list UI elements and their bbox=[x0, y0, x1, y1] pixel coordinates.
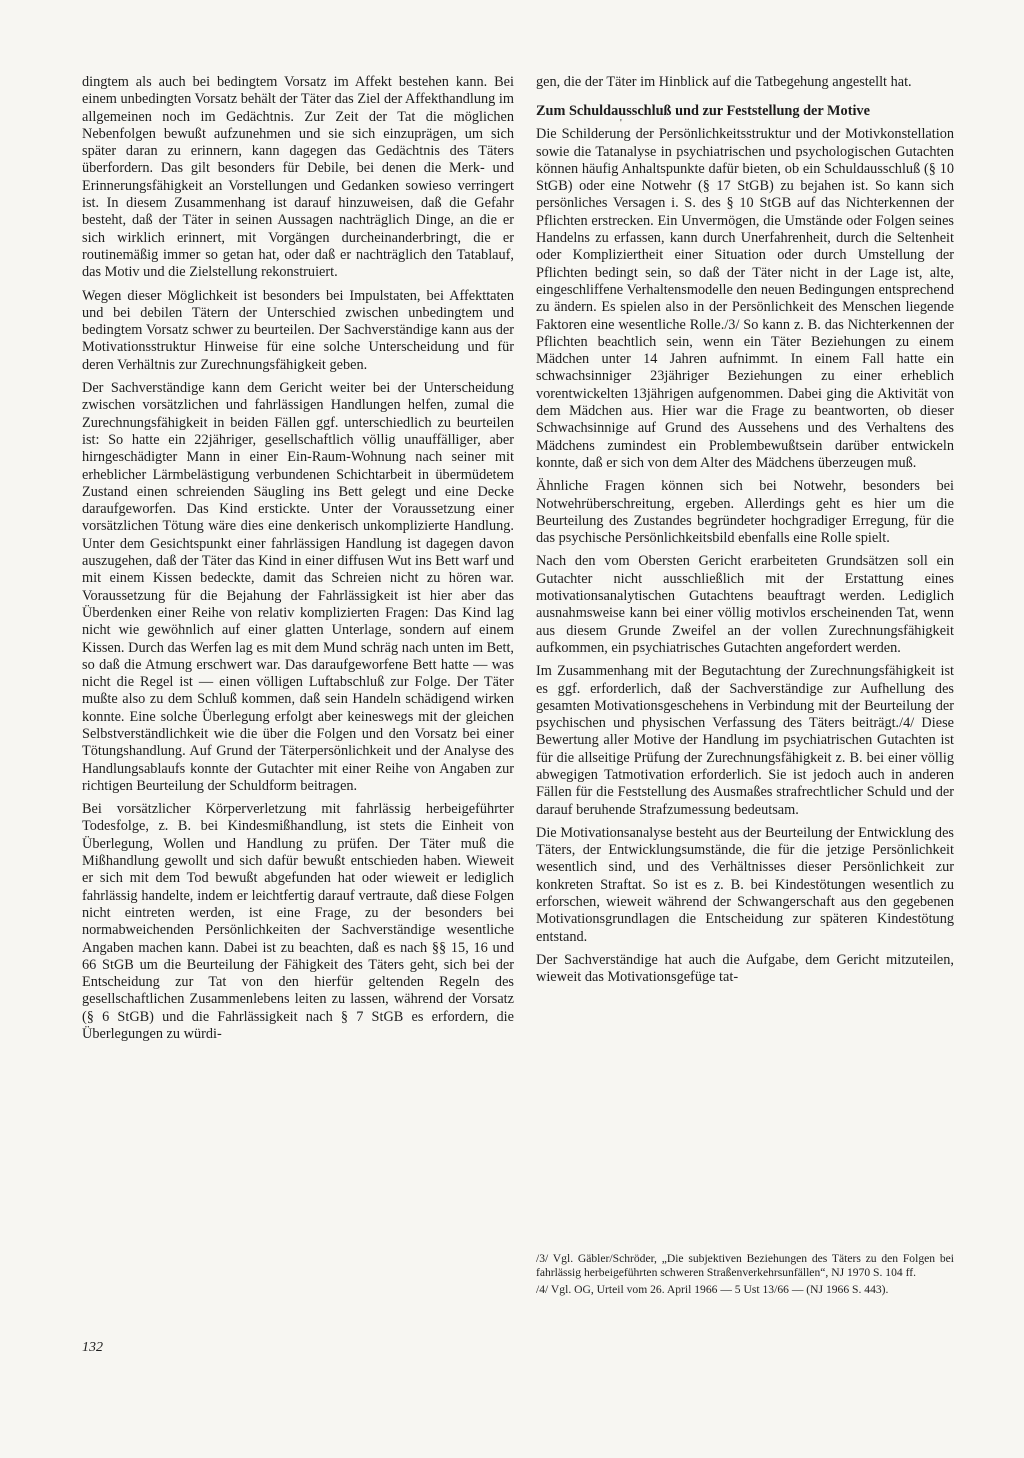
paragraph: Im Zusammenhang mit der Begutachtung der Zurechnungsfähigkeit ist es ggf. erforderlich, daß der Sachverständige zur Aufhellung des gesamten Motivationsgeschehens in Verbindung mit der Beurteilung der psychischen und physischen Verfassung des Täters beiträgt./4/ Diese Bewertung aller Motive der Handlung im psychiatrischen Gutachten ist für die allseitige Prüfung der Zurechnungsfähigkeit z. B. bei einer völlig abwegigen Tatmotivation erforderlich. Sie ist jedoch auch in anderen Fällen für die Feststellung des Ausmaßes strafrechtlicher Schuld und der darauf beruhende Strafzumessung bedeutsam. bbox=[536, 663, 954, 818]
paragraph: Der Sachverständige hat auch die Aufgabe, dem Gericht mitzuteilen, wieweit das Motivationsgefüge tat- bbox=[536, 951, 954, 986]
paragraph: Ähnliche Fragen können sich bei Notwehr, besonders bei Notwehrüberschreitung, ergeben. Allerdings geht es hier um die Beurteilung des Zustandes begründeter hochgradiger Erregung, für die das psychische Persönlichkeitsbild ebenfalls eine Rolle spielt. bbox=[536, 478, 954, 547]
left-column bbox=[82, 74, 514, 1049]
page-number: 132 bbox=[82, 1340, 103, 1355]
footnotes bbox=[536, 1252, 954, 1301]
paragraph: dingtem als auch bei bedingtem Vorsatz im Affekt bestehen kann. Bei einem unbedingten Vorsatz behält der Täter das Ziel der Affekthandlung im allgemeinen noch im Gedächtnis. Zur Zeit der Tat die möglichen Nebenfolgen bewußt aufzunehmen und sie sich einzuprägen, um sich später daran zu erinnern, kann dagegen das Gedächtnis des Täters überfordern. Das gilt besonders für Debile, bei denen die Merk- und Erinnerungsfähigkeit an Vorstellungen und Gedanken sowieso verringert ist. In diesem Zusammenhang ist darauf hinzuweisen, daß die Gefahr besteht, daß der Täter in seinen Aussagen nachträglich Dinge, an die er sich wirklich erinnert, mit Vorgängen durcheinanderbringt, die er routinemäßig immer so getan hat, oder daß er nachträglich den Tatablauf, das Motiv und die Zielstellung rekonstruiert. bbox=[82, 74, 514, 281]
right-column bbox=[536, 74, 954, 993]
footnote: /4/ Vgl. OG, Urteil vom 26. April 1966 — 5 Ust 13/66 — (NJ 1966 S. 443). bbox=[536, 1283, 889, 1297]
footnote: /3/ Vgl. Gäbler/Schröder, „Die subjektiven Beziehungen des Täters zu den Folgen bei fahrlässig herbeigeführten schweren Straßenverkehrsunfällen“, NJ 1970 S. 104 ff. bbox=[536, 1252, 954, 1279]
paragraph: Die Schilderung der Persönlichkeitsstruktur und der Motivkonstellation sowie die Tatanalyse in psychiatrischen und psychologischen Gutachten können häufig Anhaltspunkte dafür bieten, ob ein Schuldausschluß (§ 10 StGB) oder eine Notwehr (§ 17 StGB) zu bejahen ist. So kann sich persönliches Versagen i. S. des § 10 StGB auf das Nichterkennen der Pflichten erstrecken. Ein Unvermögen, die Umstände oder Folgen seines Handelns zu erfassen, kann durch Unerfahrenheit, durch die Seltenheit oder Kompliziertheit einer Situation oder durch Umstellung der Pflichten bedingt sein, so daß der Täter nicht in der Lage ist, alte, eingeschliffene Verhaltensmodelle den neuen Bedingungen entsprechend zu ändern. Es spielen also in der Persönlichkeit des Menschen liegende Faktoren eine wesentliche Rolle./3/ So kann z. B. das Nichterkennen der Pflichten beachtlich sein, wenn ein Täter Beziehungen zu einem Mädchen unter 14 Jahren aufnimmt. In einem Fall hatte ein schwachsinniger 23jähriger Beziehungen zu einer erheblich vorentwickelten 13jährigen aufgenommen. Dabei ging die Aktivität von dem Mädchen aus. Hier war die Frage zu beantworten, ob dieser Schwachsinnige auf Grund des Aussehens und des Verhaltens des Mädchens zumindest ein Problembewußtsein darüber entwickeln konnte, daß er sich von dem Alter des Mädchens überzeugen muß. bbox=[536, 126, 954, 471]
paragraph: Der Sachverständige kann dem Gericht weiter bei der Unterscheidung zwischen vorsätzlichen und fahrlässigen Handlungen helfen, zumal die Zurechnungsfähigkeit in beiden Fällen ggf. unterschiedlich zu beurteilen ist: So hatte ein 22jähriger, gesellschaftlich völlig unauffälliger, aber hirngeschädigter Mann in einer Ein-Raum-Wohnung nach seiner mit erheblicher Lärmbelästigung verbundenen Schichtarbeit in übermüdetem Zustand einen schreienden Säugling ins Bett gelegt und eine Decke daraufgeworfen. Das Kind erstickte. Unter der Voraussetzung einer vorsätzlichen Tötung wäre dies eine denkerisch unkomplizierte Handlung. Unter dem Gesichtspunkt einer fahrlässigen Handlung ist dagegen davon auszugehen, daß der Täter das Kind in einer diffusen Wut ins Bett warf und mit einem Kissen bedeckte, damit das Schreien nicht zu hören war. Voraussetzung für die Bejahung der Fahrlässigkeit ist hier aber das Überdenken einer Reihe von relativ komplizierten Fragen: Das Kind lag nicht wie gewöhnlich auf einer glatten Unterlage, sondern auf einem Kissen. Durch das Werfen lag es mit dem Mund schräg nach unten im Bett, so daß die Atmung erschwert war. Das daraufgeworfene Bett hatte — was nicht die Regel ist — einen völligen Luftabschluß zur Folge. Der Täter mußte also zu dem Schluß kommen, daß sein Handeln schädigend wirken konnte. Eine solche Überlegung erfolgt aber keineswegs mit der gleichen Selbstverständlichkeit wie die über die Folgen und den Vorsatz bei einer Tötungshandlung. Auf Grund der Täterpersönlichkeit und der Analyse des Handlungsablaufs konnte der Gutachter mit einer Reihe von Angaben zur richtigen Beurteilung der Schuldform beitragen. bbox=[82, 380, 514, 794]
paragraph: Bei vorsätzlicher Körperverletzung mit fahrlässig herbeigeführter Todesfolge, z. B. bei Kindesmißhandlung, ist stets die Einheit von Überlegung, Wollen und Handlung zu prüfen. Der Täter muß die Mißhandlung gewollt und sich dafür bewußt entschieden haben. Wieweit er sich mit dem Tod bewußt abgefunden hat oder wieweit er lediglich fahrlässig handelte, indem er leichtfertig darauf vertraute, daß diese Folgen nicht eintreten werden, ist eine Frage, zu der besonders bei normabweichenden Persönlichkeiten der Sachverständige wesentliche Angaben machen kann. Dabei ist zu beachten, daß es nach §§ 15, 16 und 66 StGB um die Beurteilung der Fähigkeit des Täters geht, sich bei der Entscheidung zur Tat von den hierfür geltenden Regeln des gesellschaftlichen Zusammenlebens leiten zu lassen, während der Vorsatz (§ 6 StGB) und die Fahrlässigkeit nach § 7 StGB es erfordern, die Überlegungen zu würdi- bbox=[82, 801, 514, 1043]
paragraph: Die Motivationsanalyse besteht aus der Beurteilung der Entwicklung des Täters, der Entwicklungsumstände, die für die jetzige Persönlichkeit wesentlich sind, und des Verhältnisses dieser Persönlichkeit zur konkreten Straftat. So ist es z. B. bei Kindestötungen wesentlich zu erforschen, wieweit während der Schwangerschaft aus den gegebenen Motivationsgrundlagen die Entscheidung zur späteren Kindestötung entstand. bbox=[536, 824, 954, 945]
paragraph: Nach den vom Obersten Gericht erarbeiteten Grundsätzen soll ein Gutachter nicht ausschließlich mit der Erstattung eines motivationsanalytischen Gutachtens beauftragt werden. Lediglich ausnahmsweise kann bei einer völlig motivlos erscheinenden Tat, wenn aus diesem Grunde Zweifel an der vollen Zurechnungsfähigkeit aufkommen, ein psychiatrisches Gutachten angefordert werden. bbox=[536, 553, 954, 656]
paragraph: Wegen dieser Möglichkeit ist besonders bei Impulstaten, bei Affekttaten und bei debilen Tätern der Unterschied zwischen unbedingtem und bedingtem Vorsatz schwer zu beurteilen. Der Sachverständige kann aus der Motivationsstruktur Hinweise für eine solche Unterscheidung und für deren Verhältnis zur Zurechnungsfähigkeit geben. bbox=[82, 287, 514, 373]
section-heading: Zum Schuldausschluß und zur Feststellung der Motive bbox=[536, 103, 870, 120]
stray-mark: ' bbox=[620, 118, 622, 129]
paragraph: gen, die der Täter im Hinblick auf die Tatbegehung angestellt hat. bbox=[536, 74, 912, 90]
